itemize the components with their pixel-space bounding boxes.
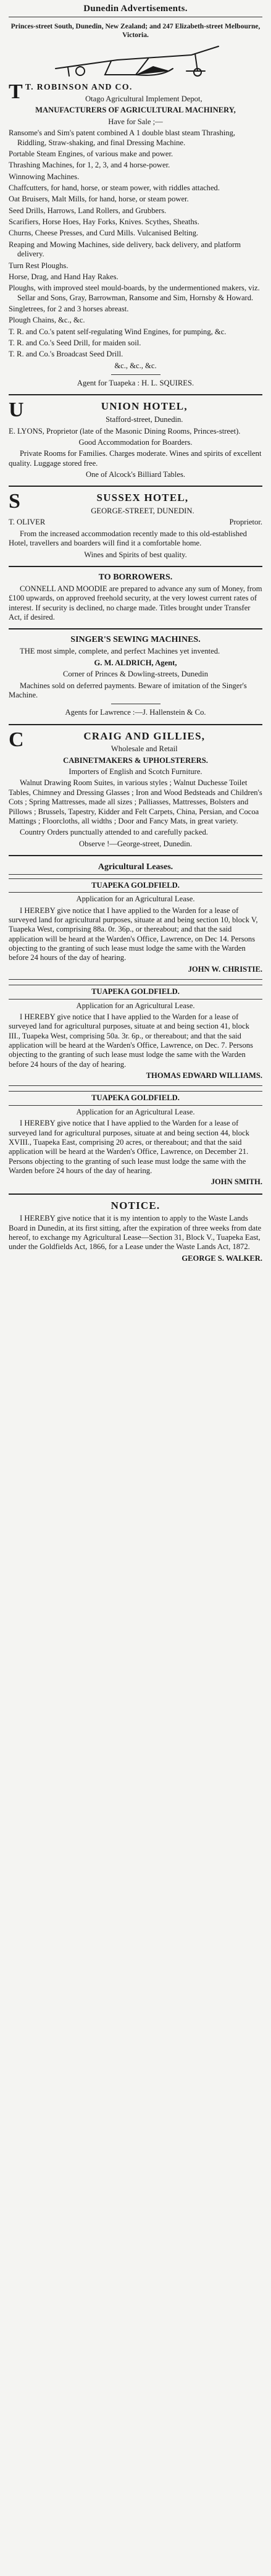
union-hotel-line: One of Alcock's Billiard Tables. [86, 469, 185, 479]
robinson-name-block [9, 82, 262, 106]
singers-agent-name: G. M. ALDRICH, Agent, [94, 658, 177, 667]
singers-body1: THE most simple, complete, and perfect Machines yet invented. [20, 647, 220, 656]
craig-observe: Observe !—George-street, Dunedin. [78, 839, 192, 848]
lease-heading: TUAPEKA GOLDFIELD. [9, 878, 262, 893]
lease-notice-2 [9, 985, 262, 1080]
craig-sub1: Wholesale and Retail [110, 744, 178, 754]
divider [9, 628, 262, 629]
borrowers-ad [9, 572, 262, 623]
lease-notice-3 [9, 1091, 262, 1187]
singers-body2: Machines sold on deferred payments. Beware of imitation of the Singer's Machine. [9, 681, 247, 699]
craig-sub2: CABINETMAKERS & UPHOLSTERERS. [63, 756, 208, 765]
lease-notice-1 [9, 878, 262, 974]
notice-body: I HEREBY give notice that it is my intention to apply to the Waste Lands Board in Dunedin, at its first sitting, after the expiration of three weeks from date hereof, to exchange my Agricultural Lease—Section 31, Block V., Tuapeka East, under the Goldfields Act, 1866, for a Lease under the Waste Lands Act, 1872. [9, 1214, 262, 1252]
lease-heading: TUAPEKA GOLDFIELD. [9, 985, 262, 999]
list-item: Seed Drills, Harrows, Land Rollers, and Grubbers. [9, 206, 167, 215]
robinson-agent: Agent for Tuapeka : H. L. SQUIRES. [77, 379, 194, 388]
list-item: Horse, Drag, and Hand Hay Rakes. [9, 272, 119, 281]
robinson-depot: Otago Agricultural Implement Depot, [85, 95, 202, 104]
list-item: &c., &c., &c. [114, 361, 157, 370]
sussex-hotel-title: SUSSEX HOTEL, [96, 492, 189, 504]
list-item: Winnowing Machines. [9, 172, 80, 181]
list-item: Churns, Cheese Presses, and Curd Mills. Vulcanised Belting. [9, 229, 199, 238]
robinson-items [9, 128, 262, 371]
craig-dropcap: C [9, 728, 24, 751]
sussex-proprietor-name: T. OLIVER [9, 518, 46, 527]
divider [9, 486, 262, 487]
divider [9, 1085, 262, 1086]
robinson-topline: Princes-street South, Dunedin, New Zealand; and 247 Elizabeth-street Melbourne, Victoria. [10, 23, 261, 40]
list-item: Ploughs, with improved steel mould-boards, by the undermentioned makers, viz. Sellar and Sons, Gray, Barrowman, Ransome and Sim, Hornsby & Howard. [9, 284, 260, 302]
lease-body: I HEREBY give notice that I have applied to the Warden for a lease of surveyed land for agricultural purposes, situate at and being section 44, block XVIII., Tuapeka East, comprising 20 acres, or thereabout; and that the said application will be heard at the Warden's Office, Lawrence, on December 21. Persons objecting to the granting of such lease must lodge the same with the Warden before 24 hours of the day of hearing. [9, 1119, 249, 1175]
notice-signature: GEORGE S. WALKER. [181, 1253, 262, 1263]
singers-lawrence: Agents for Lawrence :—J. Hallenstein & Co. [65, 708, 206, 717]
list-item: T. R. and Co.'s Seed Drill, for maiden soil. [9, 339, 141, 348]
list-item: T. R. and Co.'s Broadcast Seed Drill. [9, 350, 123, 359]
sussex-proprietor-line [9, 518, 262, 527]
robinson-name: T. ROBINSON AND CO. [25, 83, 133, 93]
sussex-hotel-ad [9, 492, 262, 560]
singers-title: SINGER'S SEWING MACHINES. [70, 635, 201, 645]
robinson-dropcap: T [9, 80, 23, 104]
list-item: Scarifiers, Horse Hoes, Hay Forks, Knives. Scythes, Sheaths. [9, 217, 199, 227]
list-item: Portable Steam Engines, of various make and power. [9, 149, 173, 158]
sussex-proprietor-role: Proprietor. [229, 518, 262, 527]
list-item: Oat Bruisers, Malt Mills, for hand, horse, or steam power. [9, 195, 189, 204]
lease-body: I HEREBY give notice that I have applied to the Warden for a lease of surveyed land for agricultural purposes, situate at and being section 10, block V, Tuapeka West, comprising 88a. 0r. 36p., or thereabout; and that the said application will be heard at the Warden's Office, Lawrence, on Dec 14. Persons objecting to the granting of such lease must lodge the same with the Warden before 24 hours of the day of hearing. [9, 906, 258, 962]
list-item: Plough Chains, &c., &c. [9, 316, 85, 325]
craig-country: Country Orders punctually attended to and carefully packed. [20, 828, 208, 837]
plough-illustration [43, 41, 228, 80]
craig-body: Walnut Drawing Room Suites, in various styles ; Walnut Duchesse Toilet Tables, Chimney and Dressing Glasses ; Iron and Wood Bedsteads and Children's Cots ; Spring Mattresses, made all sizes ; Palliasses, Mattresses, Bolsters and Pillows ; Brussels, Tapestry, Kidder and Felt Carpets, China, Persian, and Cocoa Mattings ; Floorcloths, all widths ; Door and Fancy Mats, in great variety. [9, 778, 262, 825]
divider [9, 979, 262, 980]
lease-heading: TUAPEKA GOLDFIELD. [9, 1091, 262, 1105]
lease-signature: JOHN W. CHRISTIE. [188, 964, 262, 974]
divider [9, 855, 262, 856]
lease-apply: Application for an Agricultural Lease. [76, 1107, 195, 1116]
list-item: Chaffcutters, for hand, horse, or steam power, with riddles attached. [9, 183, 220, 192]
craig-sub3: Importers of English and Scotch Furniture. [69, 767, 202, 777]
singers-agent-address: Corner of Princes & Dowling-streets, Dunedin [62, 670, 209, 679]
page-header: Dunedin Advertisements. [9, 4, 262, 17]
union-hotel-ad [9, 400, 262, 479]
list-item: Thrashing Machines, for 1, 2, 3, and 4 horse-power. [9, 161, 170, 170]
divider [9, 1193, 262, 1195]
divider [9, 566, 262, 567]
divider [9, 724, 262, 725]
robinson-ad [9, 22, 262, 388]
union-hotel-title: UNION HOTEL, [101, 400, 188, 413]
sussex-hotel-wines: Wines and Spirits of best quality. [84, 550, 187, 559]
list-item: Reaping and Mowing Machines, side delivery, back delivery, and platform delivery. [9, 240, 241, 259]
union-hotel-line: Private Rooms for Families. Charges moderate. Wines and spirits of excellent quality. Luggage stored free. [9, 449, 262, 468]
lease-signature: THOMAS EDWARD WILLIAMS. [146, 1071, 262, 1080]
borrowers-body: CONNELL AND MOODIE are prepared to advance any sum of Money, from £100 upwards, on approved freehold security, at the very lowest current rates of interest. If security is declined, no charge made. Titles brought under Transfer Act, if desired. [9, 584, 262, 622]
list-item: Singletrees, for 2 and 3 horses abreast. [9, 304, 129, 313]
union-hotel-address: Stafford-street, Dunedin. [106, 415, 183, 424]
lease-apply: Application for an Agricultural Lease. [76, 894, 195, 904]
lease-apply: Application for an Agricultural Lease. [76, 1001, 195, 1010]
robinson-manufacturers: MANUFACTURERS OF AGRICULTURAL MACHINERY, [35, 106, 236, 115]
lease-signature: JOHN SMITH. [211, 1177, 262, 1187]
divider [111, 374, 161, 375]
divider [9, 394, 262, 395]
list-item: Turn Rest Ploughs. [9, 261, 69, 270]
sussex-hotel-body: From the increased accommodation recently made to this old-established Hotel, travellers and boarders will find it a comfortable home. [9, 529, 247, 548]
list-item: Ransome's and Sim's patent combined A 1 double blast steam Thrashing, Riddling, Straw-shaking, and final Dressing Machine. [9, 128, 236, 147]
singers-ad [9, 634, 262, 717]
union-dropcap: U [9, 398, 24, 422]
craig-title: CRAIG AND GILLIES, [83, 730, 206, 742]
sussex-hotel-address: GEORGE-STREET, DUNEDIN. [91, 507, 194, 516]
lease-body: I HEREBY give notice that I have applied to the Warden for a lease of surveyed land for agricultural purposes, situate at and being section 41, block III., Tuapeka West, comprising 50a. 3r. 6p., or thereabout; and that the said application will be heard at the Warden's Office, Lawrence, on Dec. 7. Persons objecting to the granting of such lease must lodge the same with the Warden before 24 hours of the day of hearing. [9, 1012, 253, 1069]
agricultural-leases-title: Agricultural Leases. [9, 862, 262, 875]
sussex-dropcap: S [9, 490, 20, 513]
notice-ad [9, 1200, 262, 1264]
list-item: T. R. and Co.'s patent self-regulating Wind Engines, for pumping, &c. [9, 327, 227, 336]
borrowers-title: TO BORROWERS. [98, 572, 173, 582]
union-hotel-line: Good Accommodation for Boarders. [78, 437, 193, 447]
union-hotel-proprietor: E. LYONS, Proprietor (late of the Masonic Dining Rooms, Princes-street). [9, 426, 241, 436]
notice-title: NOTICE. [110, 1199, 161, 1211]
robinson-have-for-sale: Have for Sale ;— [108, 117, 163, 126]
craig-gillies-ad [9, 730, 262, 849]
